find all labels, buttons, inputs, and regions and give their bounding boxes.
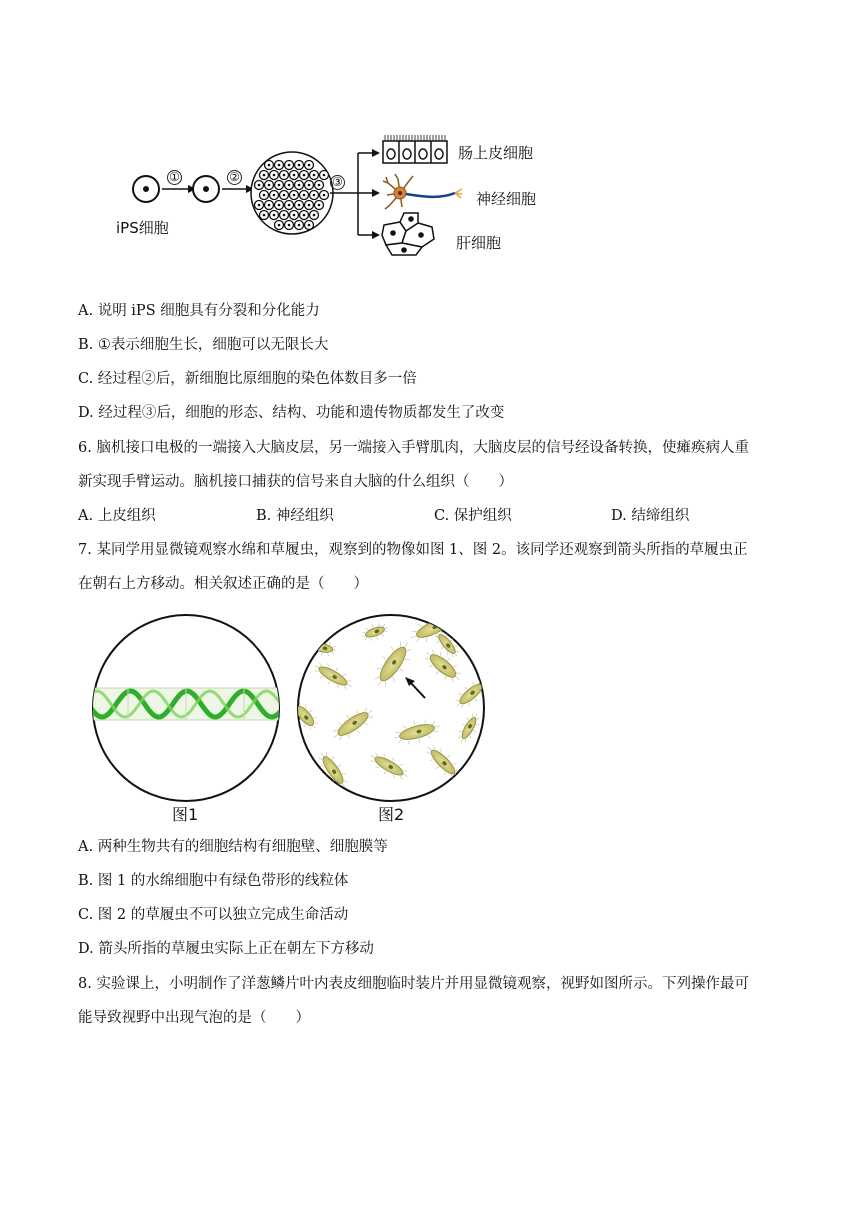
step3-marker: ③ [330, 175, 345, 190]
q6-option-d: D. 结缔组织 [611, 508, 690, 524]
q7-option-b: B. 图 1 的水绵细胞中有绿色带形的线粒体 [78, 873, 349, 889]
step1-marker: ① [167, 170, 182, 185]
q6-option-c: C. 保护组织 [434, 508, 512, 524]
paramecium-illustration [293, 612, 489, 808]
q5-option-d: D. 经过程③后，细胞的形态、结构、功能和遗传物质都发生了改变 [78, 405, 505, 421]
q5-option-a: A. 说明 iPS 细胞具有分裂和分化能力 [78, 303, 320, 319]
q6-stem-line2: 新实现手臂运动。脑机接口捕获的信号来自大脑的什么组织（ ） [78, 474, 513, 490]
liver-cell-icon [382, 213, 434, 255]
neuron-label: 神经细胞 [476, 190, 537, 208]
neuron-icon [383, 174, 462, 209]
intestinal-cell-icon [383, 135, 447, 163]
q7-stem-line1: 7. 某同学用显微镜观察水绵和草履虫，观察到的物像如图 1、图 2。该同学还观察到箭头所指的草履虫正 [78, 542, 748, 558]
q7-option-d: D. 箭头所指的草履虫实际上正在朝左下方移动 [78, 941, 374, 957]
figure-1-label: 图1 [172, 805, 199, 824]
q8-stem-line2: 能导致视野中出现气泡的是（ ） [78, 1010, 310, 1026]
q7-stem-line2: 在朝右上方移动。相关叙述正确的是（ ） [78, 576, 368, 592]
q7-option-a: A. 两种生物共有的细胞结构有细胞壁、细胞膜等 [78, 839, 388, 855]
figure-1 [88, 612, 284, 808]
liver-cell-label: 肝细胞 [456, 234, 502, 252]
cell-cluster-icon [251, 152, 333, 234]
q7-option-c: C. 图 2 的草履虫不可以独立完成生命活动 [78, 907, 349, 923]
figure-2-label: 图2 [378, 805, 405, 824]
step2-marker: ② [227, 170, 242, 185]
ips-cell-icon [133, 176, 159, 202]
q6-option-a: A. 上皮组织 [78, 508, 156, 524]
ips-cell-label: iPS细胞 [116, 219, 169, 237]
ips-diagram [100, 125, 560, 265]
figure-2 [293, 612, 489, 808]
q8-stem-line1: 8. 实验课上，小明制作了洋葱鳞片叶内表皮细胞临时装片并用显微镜观察，视野如图所示。下列操作最可 [78, 976, 749, 992]
spirogyra-illustration [88, 612, 284, 808]
q5-option-c: C. 经过程②后，新细胞比原细胞的染色体数目多一倍 [78, 371, 417, 387]
q5-option-b: B. ①表示细胞生长，细胞可以无限长大 [78, 337, 329, 353]
intestinal-cell-label: 肠上皮细胞 [458, 144, 534, 162]
q6-option-b: B. 神经组织 [256, 508, 334, 524]
grown-cell-icon [193, 176, 219, 202]
q6-stem-line1: 6. 脑机接口电极的一端接入大脑皮层，另一端接入手臂肌肉，大脑皮层的信号经设备转换，使瘫痪病人重 [78, 440, 749, 456]
